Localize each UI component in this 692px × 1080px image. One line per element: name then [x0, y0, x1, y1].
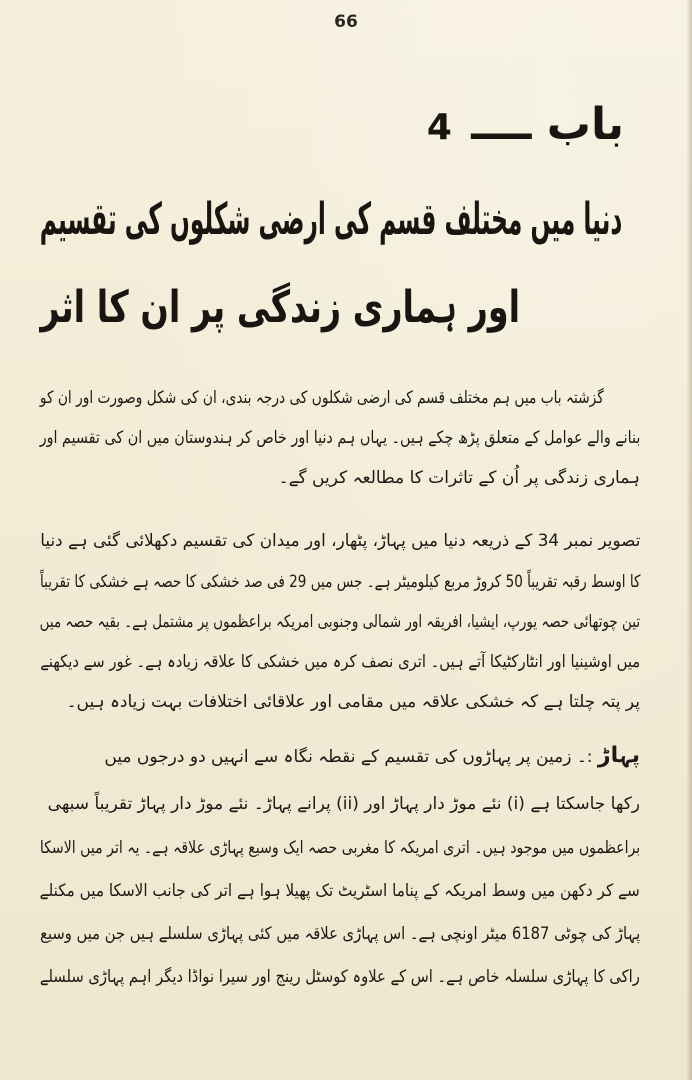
chapter-number: 4	[426, 107, 452, 148]
page-number: 66	[334, 12, 358, 32]
paragraph-2-line-5: پر پتہ چلتا ہے کہ خشکی علاقہ میں مقامی اور علاقائی اختلافات بہت زیادہ ہیں۔	[66, 692, 640, 712]
chapter-dash: ــــ	[471, 99, 532, 150]
chapter-title-line-1: دنیا میں مختلف قسم کی ارضی شکلوں کی تقسیم	[39, 194, 622, 245]
paragraph-2-line-2: کا اوسط رقبہ تقریباً 50 کروڑ مربع کیلومیٹر ہے۔ جس میں 29 فی صد خشکی کا حصہ ہے خشکی کا تقریباً	[39, 572, 640, 592]
section-heading-mountains: پہاڑ	[597, 743, 640, 768]
chapter-title-line-2: اور ہماری زندگی پر ان کا اثر	[40, 282, 520, 333]
page-edge-shadow	[686, 0, 692, 1080]
paragraph-2-line-3: تین چوتھائی حصہ یورپ، ایشیا، افریقہ اور شمالی وجنوبی امریکہ براعظموں پر مشتمل ہے۔ بقیہ حصہ میں	[39, 612, 640, 632]
paragraph-3-line-2: رکھا جاسکتا ہے (i) نئے موڑ دار پہاڑ اور (ii) پرانے پہاڑ۔ نئے موڑ دار پہاڑ تقریباً سبھی	[47, 794, 640, 814]
section-heading-separator: :۔	[576, 747, 593, 767]
chapter-heading	[427, 95, 624, 158]
paragraph-3-line-1	[104, 742, 640, 771]
paragraph-3-first-text: زمین پر پہاڑوں کی تقسیم کے نقطہ نگاہ سے انہیں دو درجوں میں	[104, 747, 572, 767]
paragraph-1-line-2: بنانے والے عوامل کے متعلق پڑھ چکے ہیں۔ یہاں ہم دنیا اور خاص کر ہندوستان میں ان کی تقسیم اور	[39, 428, 640, 448]
paragraph-3-line-5: پہاڑ کی چوٹی 6187 میٹر اونچی ہے۔ اس پہاڑی علاقہ میں کئی پہاڑی سلسلے ہیں جن میں وسیع	[39, 924, 640, 944]
paragraph-3-line-6: راکی کا پہاڑی سلسلہ خاص ہے۔ اس کے علاوہ کوسٹل رینج اور سیرا نواڈا دیگر اہم پہاڑی سلسلے	[39, 967, 640, 987]
paragraph-1-line-3: ہماری زندگی پر اُن کے تاثرات کا مطالعہ کریں گے۔	[278, 468, 640, 488]
paragraph-3-line-4: سے کر دکھن میں وسط امریکہ کے پناما اسٹریٹ تک پھیلا ہوا ہے اتر کی جانب الاسکا میں مکنلے	[39, 881, 640, 901]
chapter-label: باب	[546, 99, 624, 150]
paragraph-3-line-3: براعظموں میں موجود ہیں۔ اتری امریکہ کا مغربی حصہ ایک وسیع پہاڑی علاقہ ہے۔ یہ اتر میں الاسکا	[39, 838, 640, 858]
paragraph-2-line-1: تصویر نمبر 34 کے ذریعہ دنیا میں پہاڑ، پٹھار، اور میدان کی تقسیم دکھلائی گئی ہے دنیا	[39, 531, 640, 551]
paragraph-1-line-1: گزشتہ باب میں ہم مختلف قسم کی ارضی شکلوں کی درجہ بندی، ان کی شکل وصورت اور ان کو	[40, 388, 604, 408]
paragraph-2-line-4: میں اوشینیا اور انٹارکٹیکا آتے ہیں۔ اتری نصف کرہ میں خشکی کا علاقہ زیادہ ہے۔ غور سے دیکھنے	[40, 652, 640, 672]
